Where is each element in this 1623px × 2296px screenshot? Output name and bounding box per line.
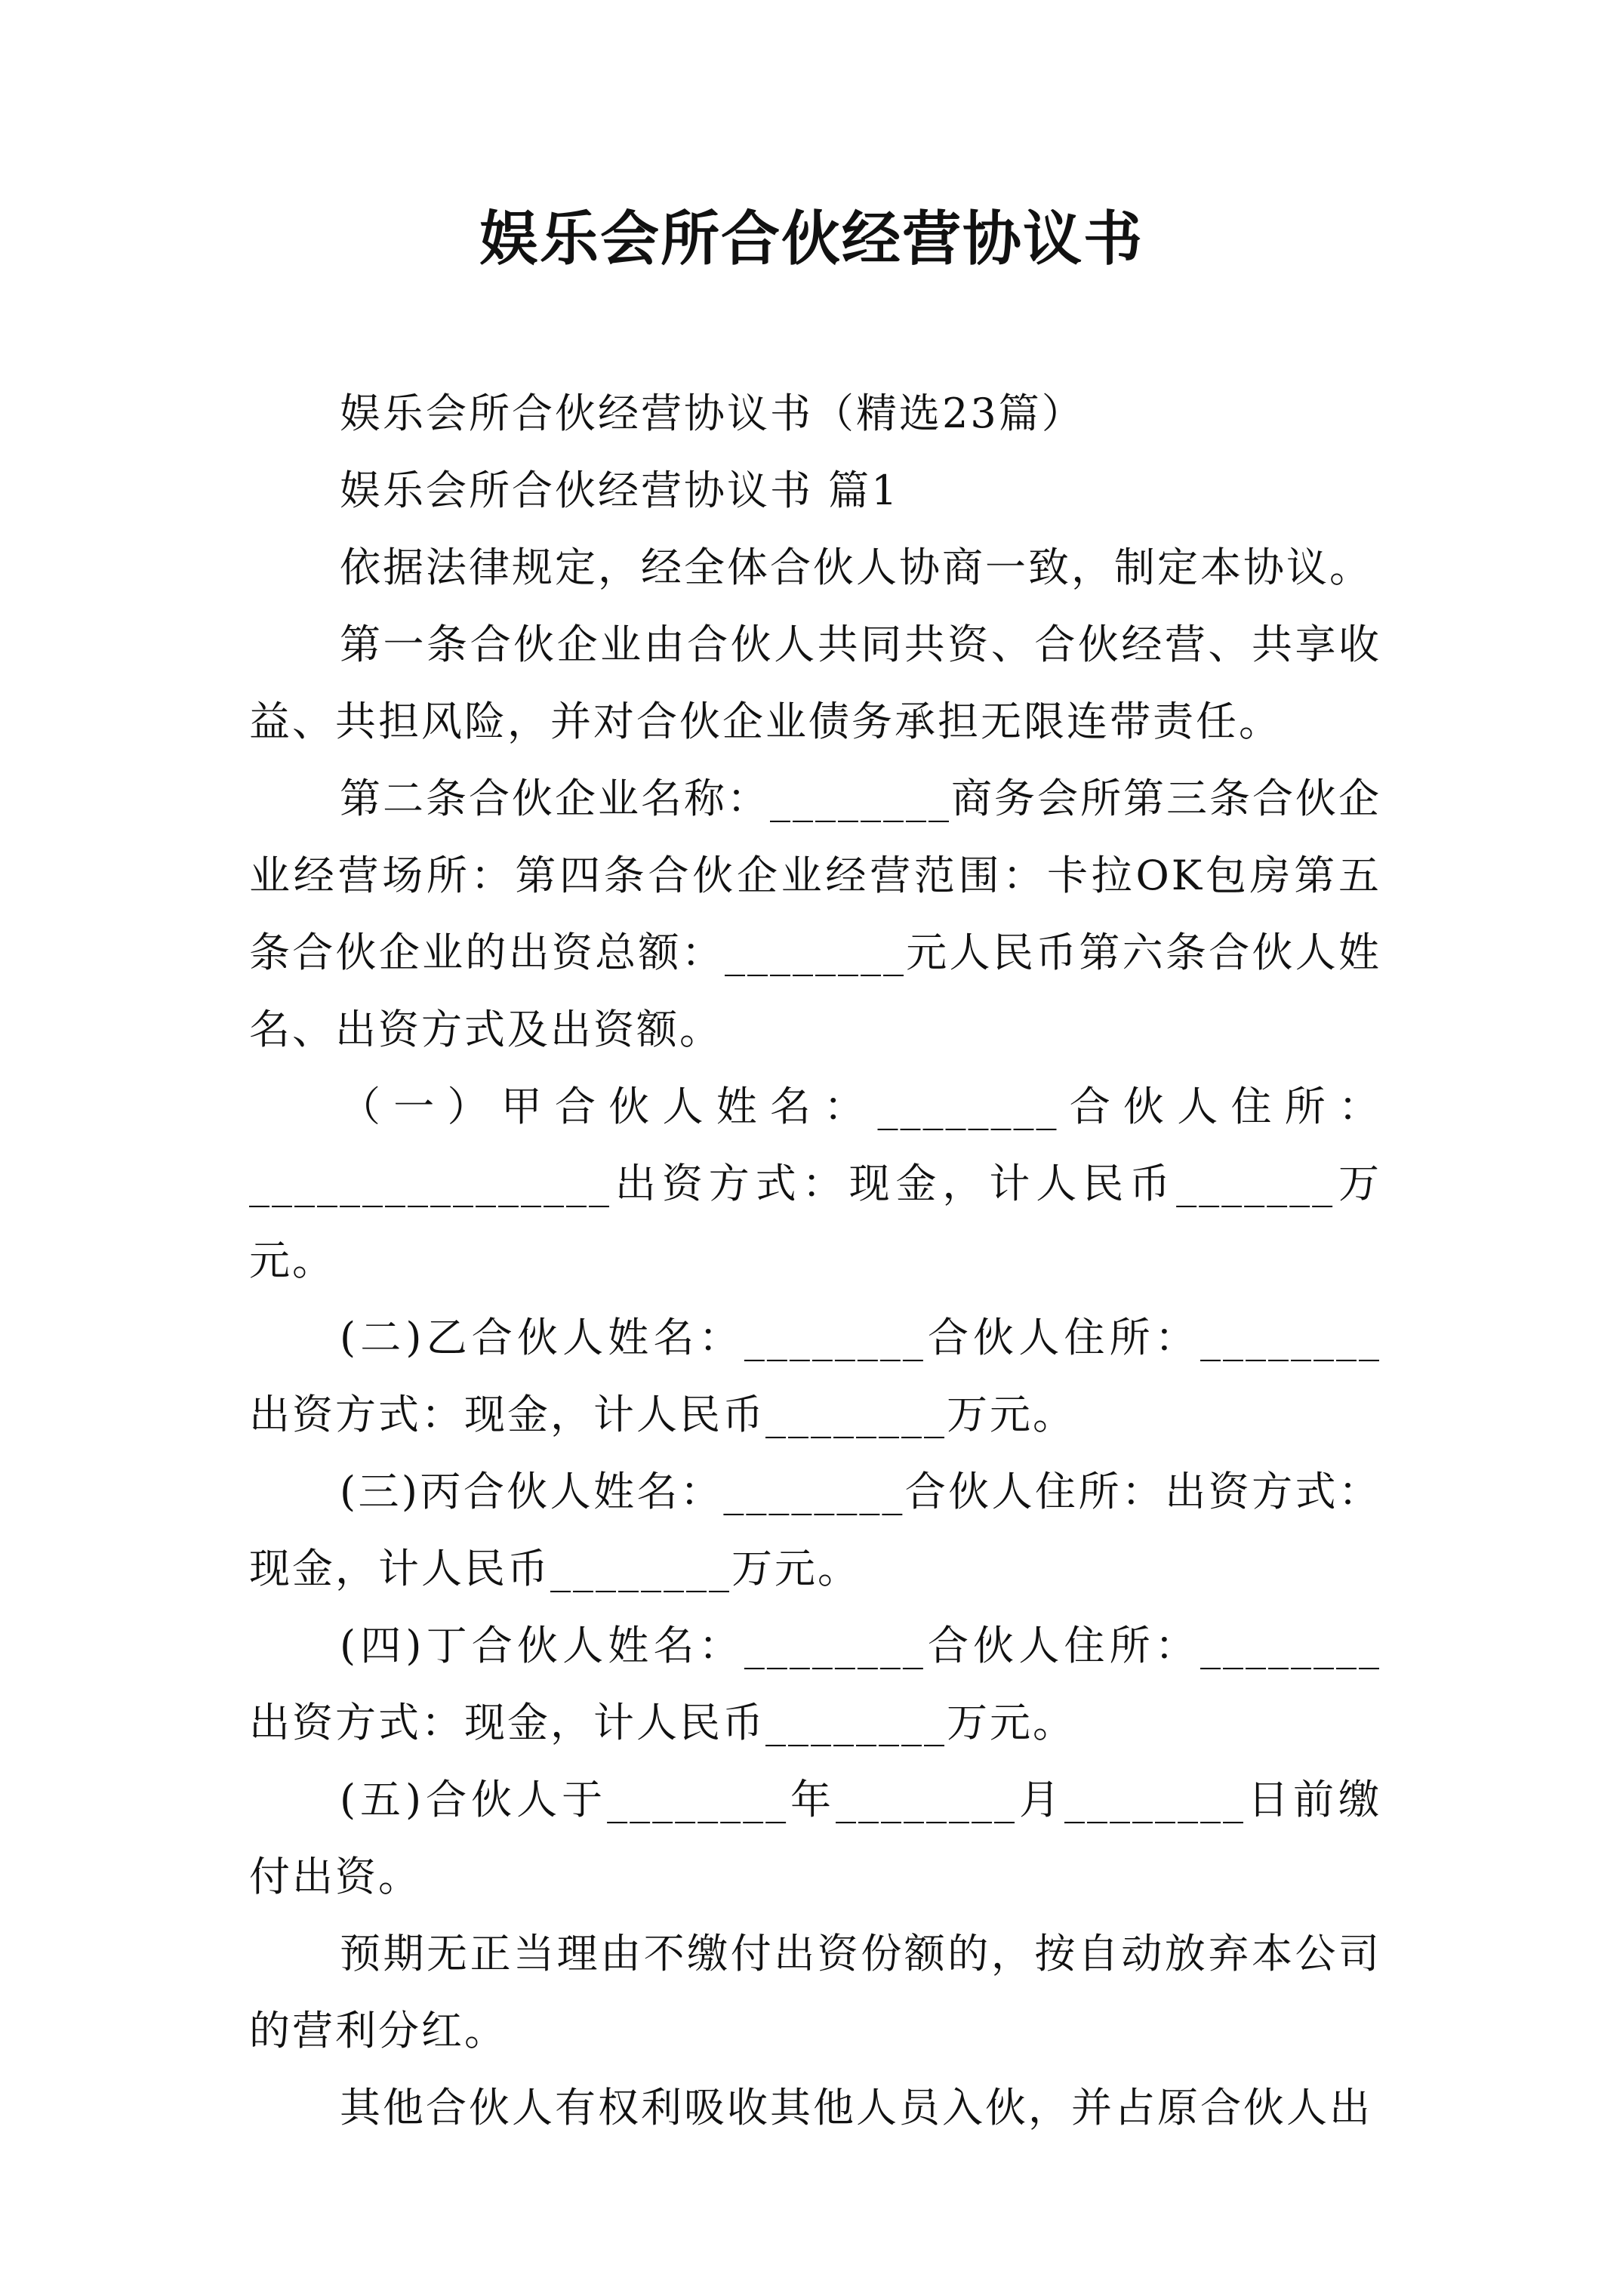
paragraph: (三)丙合伙人姓名：________合伙人住所：出资方式：现金，计人民币________万元。 [249,1468,1381,1592]
paragraph: 预期无正当理由不缴付出资份额的，按自动放弃本公司的营利分红。 [249,1930,1381,2054]
paragraph: 依据法律规定，经全体合伙人协商一致，制定本协议。 [340,544,1372,591]
document-body [249,375,1381,2147]
paragraph: 第二条合伙企业名称：________商务会所第三条合伙企业经营场所：第四条合伙企业经营范围：卡拉OK包房第五条合伙企业的出资总额：________元人民币第六条合伙人姓名、出资方式及出资额。 [249,775,1381,1053]
document-title: 娱乐会所合伙经营协议书 [479,205,1144,273]
paragraph: (二)乙合伙人姓名：________合伙人住所：________出资方式：现金，计人民币________万元。 [249,1314,1381,1438]
paragraph: （一）甲合伙人姓名：________合伙人住所：________________出资方式：现金，计人民币_______万元。 [249,1083,1381,1284]
paragraph: 其他合伙人有权利吸收其他人员入伙，并占原合伙人出 [340,2084,1372,2131]
paragraph: (四)丁合伙人姓名：________合伙人住所：________出资方式：现金，计人民币________万元。 [249,1622,1381,1746]
paragraph-section-heading: 娱乐会所合伙经营协议书 篇1 [340,467,900,514]
paragraph-subtitle: 娱乐会所合伙经营协议书（精选23篇） [340,390,1085,437]
paragraph: (五)合伙人于________年________月________日前缴付出资。 [249,1776,1381,1900]
paragraph: 第一条合伙企业由合伙人共同共资、合伙经营、共享收益、共担风险，并对合伙企业债务承担无限连带责任。 [249,621,1381,745]
